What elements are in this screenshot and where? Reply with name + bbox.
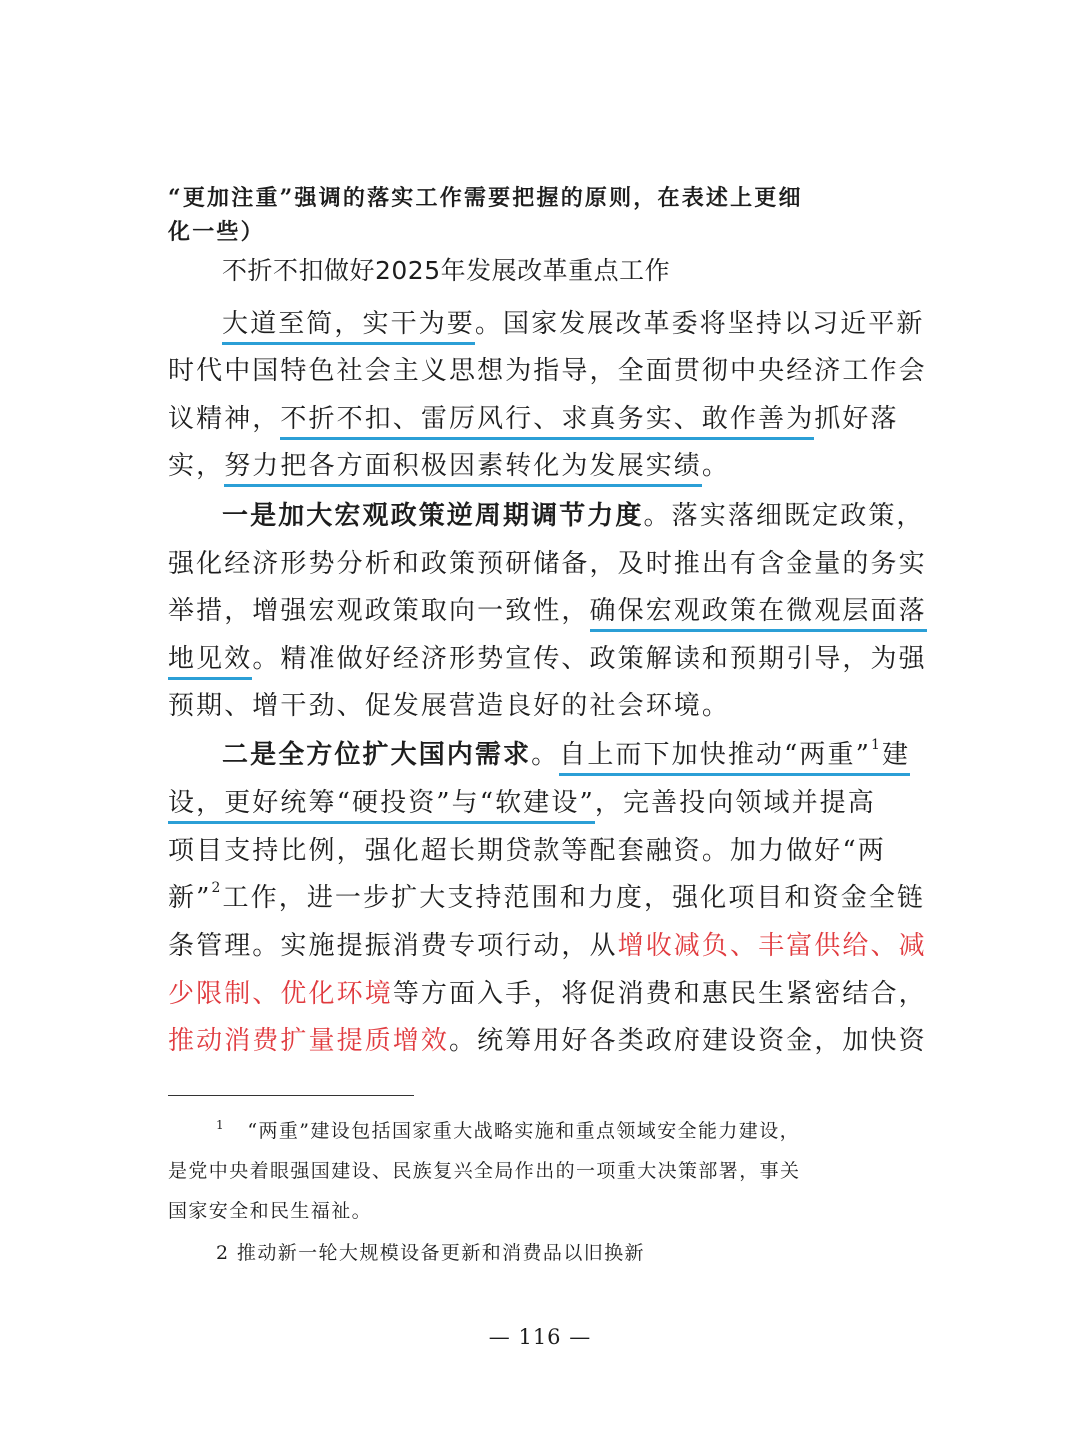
text-span: 等方面入手，将促消费和惠民生紧密结合， xyxy=(392,979,927,1009)
underlined-phrase: 努力把各方面积极因素转化为发展实绩 xyxy=(224,451,702,487)
para2-line-5: 预期、增干劲、促发展营造良好的社会环境。 xyxy=(168,691,731,721)
para2-line-4 xyxy=(168,646,928,672)
para3-line-3: 项目支持比例，强化超长期贷款等配套融资。加力做好“两 xyxy=(168,836,886,866)
para1-line-4 xyxy=(168,453,928,479)
text-span: 。精准做好经济形势宣传、政策解读和预期引导，为强 xyxy=(252,644,927,674)
footnote-1-line-3: 国家安全和民生福祉。 xyxy=(168,1200,373,1222)
text-span: 。国家发展改革委将坚持以习近平新 xyxy=(474,309,925,339)
text-span: 条管理。实施提振消费专项行动，从 xyxy=(168,931,618,961)
text-span: 自上而下加快推动“两重” xyxy=(559,740,872,770)
para3-line-2 xyxy=(168,790,928,816)
text-span: 实， xyxy=(168,451,225,481)
text-span: 。落实落细既定政策， xyxy=(643,501,925,531)
para3-line-4 xyxy=(168,880,928,913)
underlined-phrase: 不折不扣、雷厉风行、求真务实、敢作善为 xyxy=(280,404,814,440)
footnote-marker: 1 xyxy=(216,1118,226,1132)
text-span: 举措，增强宏观政策取向一致性， xyxy=(168,596,590,626)
text-span: 。 xyxy=(701,451,731,481)
para2-line-3 xyxy=(168,598,928,624)
underlined-phrase: 大道至简，实干为要 xyxy=(222,309,475,345)
text-span: ，完善投向领域并提高 xyxy=(594,788,876,818)
footnote-1-line-1 xyxy=(216,1118,801,1142)
text-span: 。统筹用好各类政府建设资金，加快资 xyxy=(449,1026,927,1056)
bold-lead: 一是加大宏观政策逆周期调节力度 xyxy=(222,501,644,531)
para1-line-2: 时代中国特色社会主义思想为指导，全面贯彻中央经济工作会 xyxy=(168,356,927,386)
text-span: 新” xyxy=(168,883,212,913)
footnote-ref-2[interactable]: 2 xyxy=(211,880,223,896)
text-span: “两重”建设包括国家重大战略实施和重点领域安全能力建设， xyxy=(247,1120,801,1142)
red-highlight: 推动消费扩量提质增效 xyxy=(168,1026,450,1056)
para1-line-1 xyxy=(222,311,982,337)
text-span: 工作，进一步扩大支持范围和力度，强化项目和资金全链 xyxy=(222,883,926,913)
para2-line-1 xyxy=(222,503,982,529)
footnote-2: 2 推动新一轮大规模设备更新和消费品以旧换新 xyxy=(216,1242,645,1264)
bold-lead: 二是全方位扩大国内需求 xyxy=(222,740,532,770)
underlined-phrase: 地见效 xyxy=(168,644,252,680)
footnote-1-line-2: 是党中央着眼强国建设、民族复兴全局作出的一项重大决策部署，事关 xyxy=(168,1160,801,1182)
annotation-note-line-2: 化一些） xyxy=(168,219,265,245)
text-span: 议精神， xyxy=(168,404,281,434)
para3-line-1 xyxy=(222,737,982,770)
para3-line-6 xyxy=(168,981,928,1007)
red-highlight: 少限制、优化环境 xyxy=(168,979,393,1009)
footnote-divider xyxy=(168,1095,414,1096)
para3-line-7 xyxy=(168,1028,928,1054)
text-span: 建 xyxy=(882,740,911,770)
section-heading: 不折不扣做好2025年发展改革重点工作 xyxy=(222,256,671,285)
para1-line-3 xyxy=(168,406,928,432)
underlined-phrase: 确保宏观政策在微观层面落 xyxy=(590,596,927,632)
text-span: 抓好落 xyxy=(814,404,899,434)
footnote-ref-1[interactable]: 1 xyxy=(871,737,883,753)
text-span: 。 xyxy=(531,740,560,770)
page-number: — 116 — xyxy=(488,1325,592,1349)
para2-line-2: 强化经济形势分析和政策预研储备，及时推出有含金量的务实 xyxy=(168,549,927,579)
annotation-note-line-1: “更加注重”强调的落实工作需要把握的原则，在表述上更细 xyxy=(168,185,803,211)
underlined-phrase xyxy=(559,737,911,776)
red-highlight: 增收减负、丰富供给、减 xyxy=(617,931,927,961)
para3-line-5 xyxy=(168,933,928,959)
underlined-phrase: 设，更好统筹“硬投资”与“软建设” xyxy=(168,788,595,824)
